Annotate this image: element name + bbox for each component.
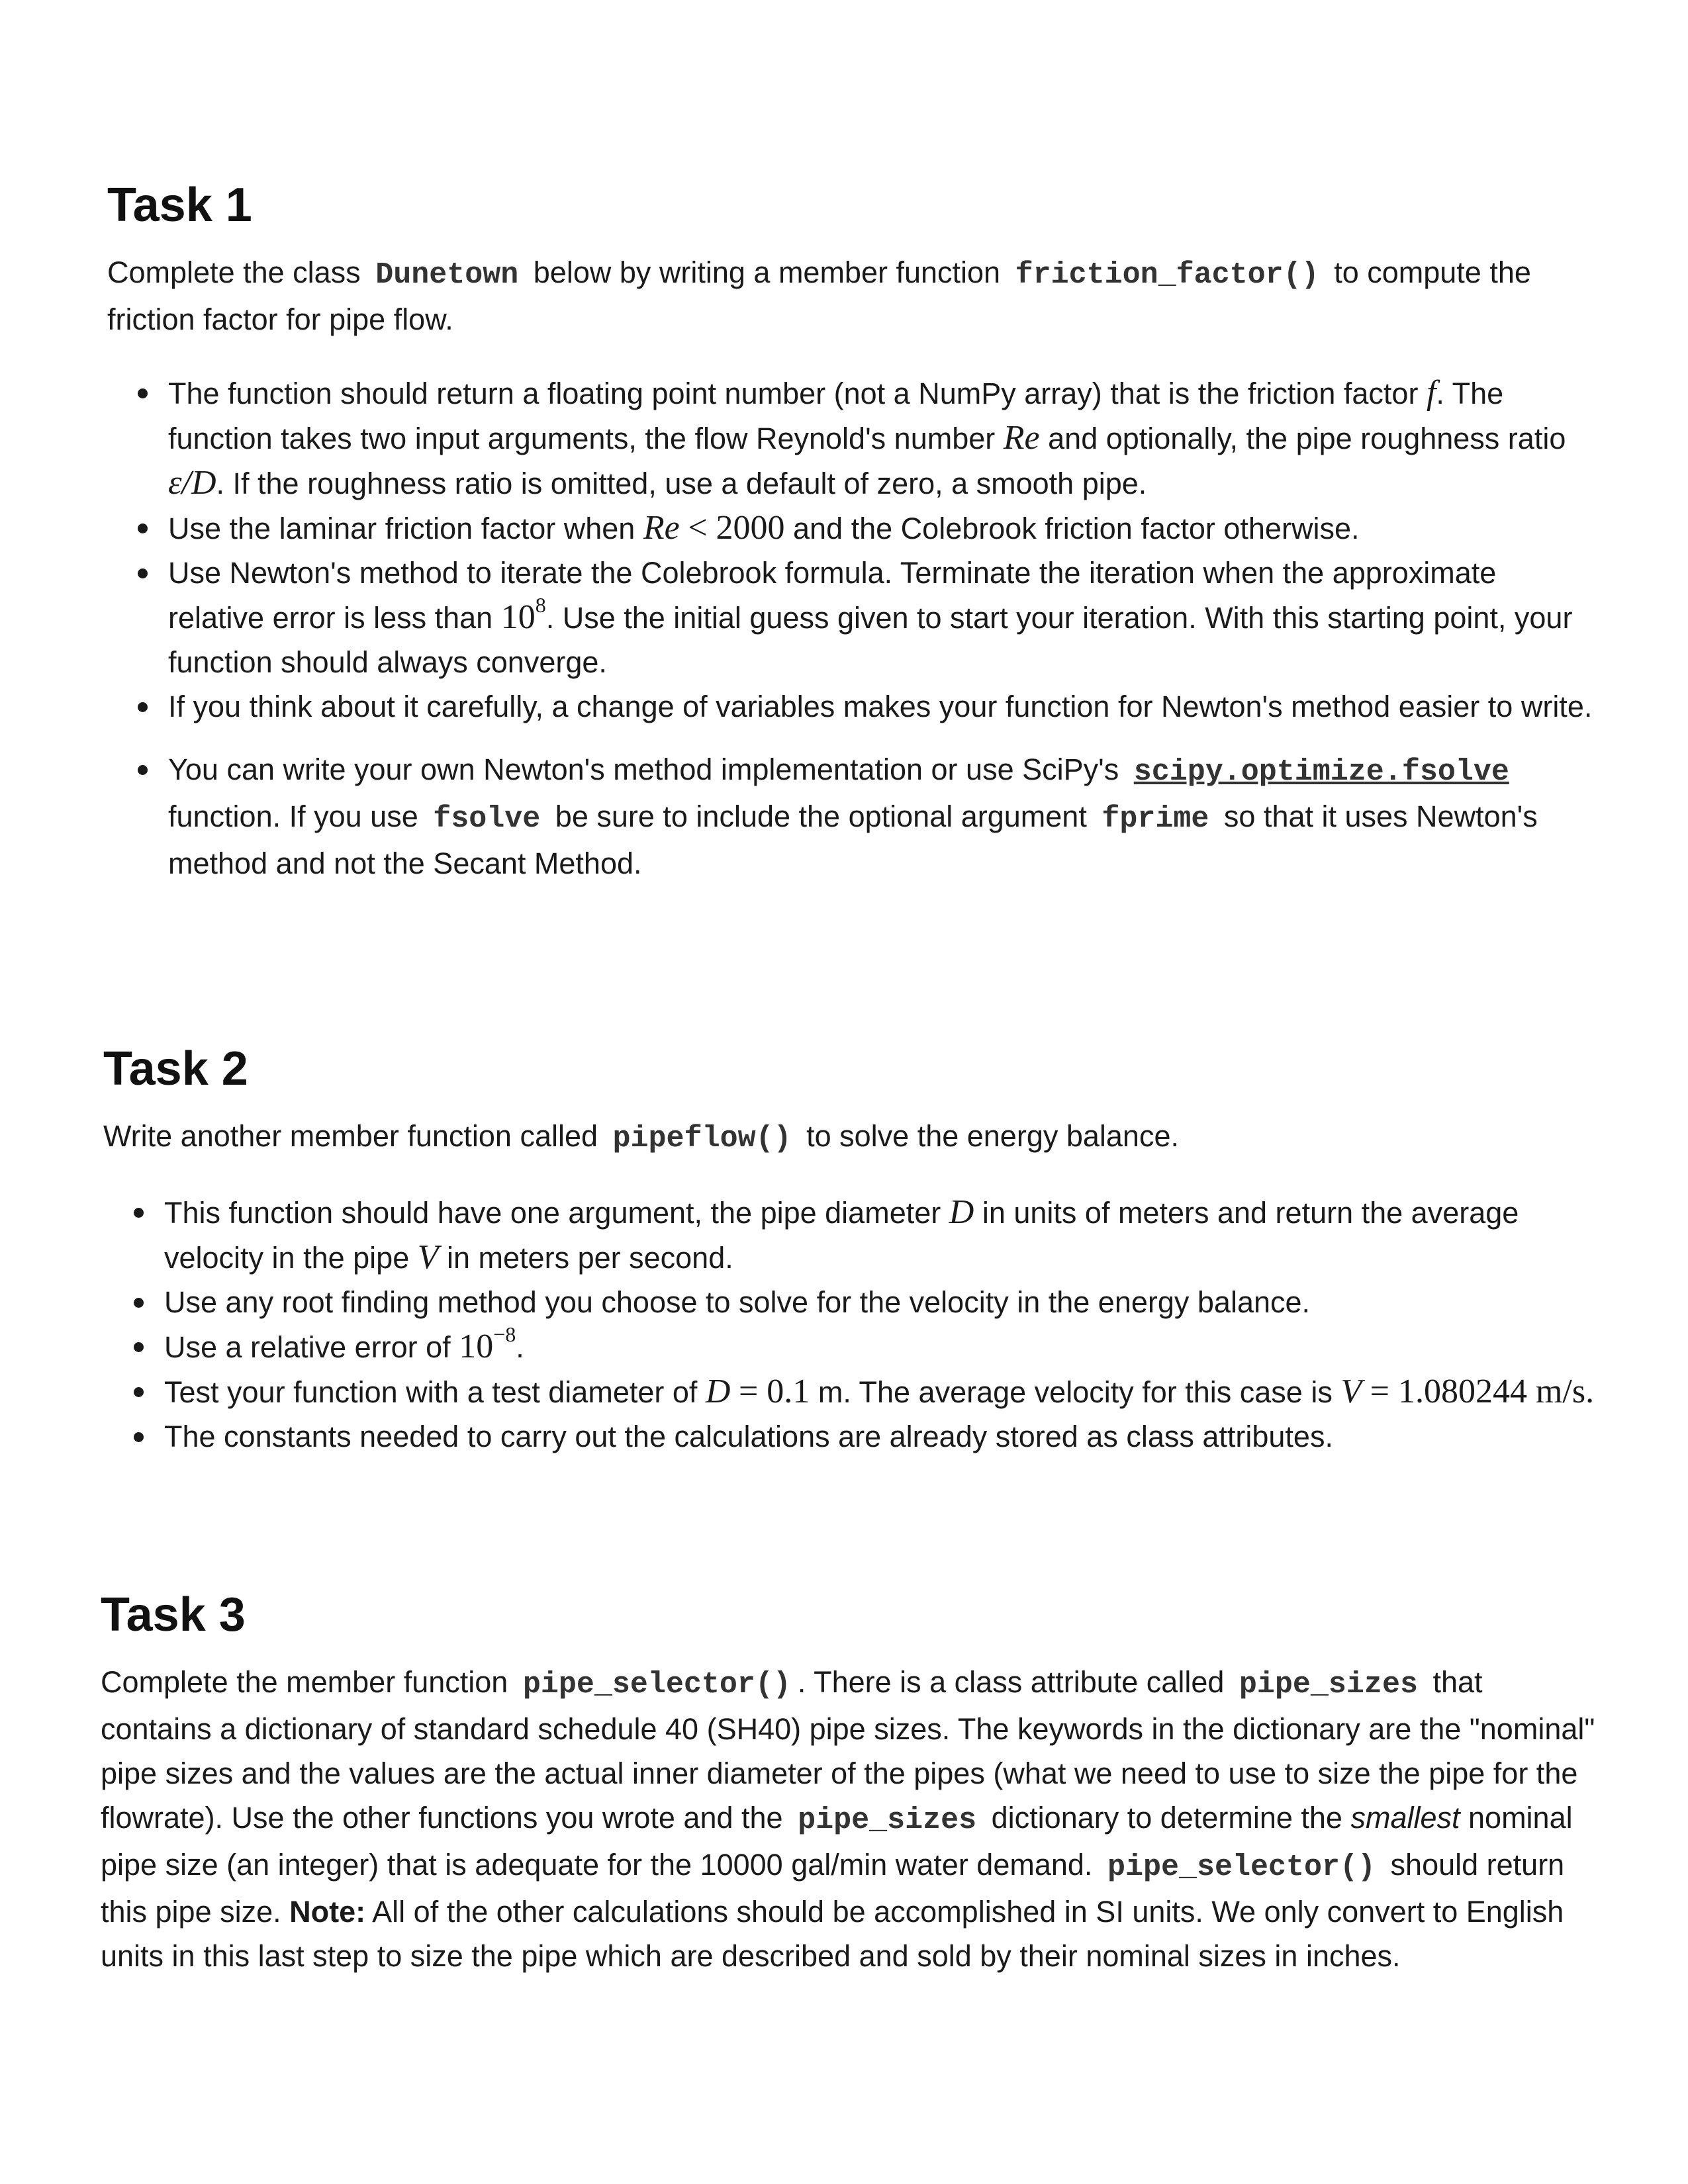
task2-section	[103, 1042, 1595, 1459]
task3-section	[101, 1588, 1595, 1978]
task2-heading: Task 2	[103, 1042, 248, 1095]
math-f: f	[1426, 374, 1436, 412]
task1-intro: Complete the class Dunetown below by writing a member function friction_factor() to compute the friction factor for pipe flow.	[107, 255, 1531, 336]
task1-section	[107, 179, 1595, 886]
code-pipe-sizes: pipe_sizes	[1239, 1668, 1418, 1702]
task3-body: Complete the member function pipe_selector() . There is a class attribute called pipe_sizes that contains a dictionary of standard schedule 40 (SH40) pipe sizes. The keywords in the dictionary are the "nominal" pipe sizes and the values are the actual inner diameter of the pipes (what we need to use to size the pipe for the flowrate). Use the other functions you wrote and the pipe_sizes dictionary to determine the smallest nominal pipe size (an integer) that is adequate for the 10000 gal/min water demand. pipe_selector() should return this pipe size. Note: All of the other calculations should be accomplished in SI units. We only convert to English units in this last step to size the pipe which are described and sold by their nominal sizes in inches.	[101, 1665, 1595, 1973]
task2-intro: Write another member function called pipeflow() to solve the energy balance.	[103, 1119, 1179, 1156]
math-lt-2000: < 2000	[688, 509, 785, 547]
task3-heading: Task 3	[101, 1588, 246, 1641]
code-pipe-sizes: pipe_sizes	[798, 1803, 977, 1837]
task2-bullet-4: Test your function with a test diameter of D = 0.1 m. The average velocity for this case is V = 1.080244 m/s.	[103, 1369, 1595, 1414]
math-re: Re	[643, 509, 680, 547]
code-pipeflow: pipeflow()	[612, 1122, 792, 1156]
code-pipe-selector: pipe_selector()	[1107, 1850, 1376, 1884]
math-v-value: = 1.080244 m/s.	[1370, 1373, 1595, 1410]
task2-bullet-1: This function should have one argument, the pipe diameter D in units of meters and return the average velocity in the pipe V in meters per second.	[103, 1190, 1595, 1280]
task2-bullet-3: Use a relative error of $10^{-8}$.	[103, 1324, 1595, 1369]
math-relative-error: $10^{-8}$	[459, 1322, 516, 1365]
task1-bullet-list	[107, 371, 1595, 886]
math-v: V	[417, 1238, 439, 1276]
code-pipe-selector: pipe_selector()	[522, 1668, 791, 1702]
task1-bullet-5: You can write your own Newton's method implementation or use SciPy's scipy.optimize.fsolve function. If you use fsolve be sure to include the optional argument fprime so that it uses Newton's method and not the Secant Method.	[107, 747, 1595, 886]
code-fsolve: fsolve	[433, 802, 541, 836]
task1-bullet-3: Use Newton's method to iterate the Colebrook formula. Terminate the iteration when the approximate relative error is less than $10^8$. Use the initial guess given to start your iteration. With this starting point, your function should always converge.	[107, 551, 1595, 684]
task2-bullet-list	[103, 1190, 1595, 1459]
task1-bullet-4: If you think about it carefully, a change of variables makes your function for Newton's method easier to write.	[107, 684, 1595, 729]
math-re: Re	[1003, 419, 1040, 457]
task2-bullet-2: Use any root finding method you choose to solve for the velocity in the energy balance.	[103, 1280, 1595, 1324]
task1-heading: Task 1	[107, 179, 252, 232]
math-roughness-ratio: ε/D	[168, 464, 216, 502]
note-label: Note:	[289, 1895, 366, 1929]
task2-bullet-5: The constants needed to carry out the calculations are already stored as class attributes.	[103, 1414, 1595, 1459]
task1-bullet-1: The function should return a floating point number (not a NumPy array) that is the friction factor f. The function takes two input arguments, the flow Reynold's number Re and optionally, the pipe roughness ratio ε/D. If the roughness ratio is omitted, use a default of zero, a smooth pipe.	[107, 371, 1595, 506]
math-d-value: = 0.1	[738, 1373, 810, 1410]
code-fprime: fprime	[1102, 802, 1209, 836]
math-v: V	[1340, 1373, 1362, 1410]
math-d: D	[705, 1373, 731, 1410]
math-tolerance: $10^8$	[500, 592, 546, 636]
code-friction-factor: friction_factor()	[1015, 258, 1319, 292]
math-d: D	[949, 1193, 974, 1231]
task1-bullet-2: Use the laminar friction factor when Re < 2000 and the Colebrook friction factor otherwise.	[107, 506, 1595, 551]
scipy-fsolve-link[interactable]: scipy.optimize.fsolve	[1133, 755, 1509, 789]
emphasis-smallest: smallest	[1350, 1801, 1460, 1835]
code-dunetown: Dunetown	[375, 258, 519, 292]
